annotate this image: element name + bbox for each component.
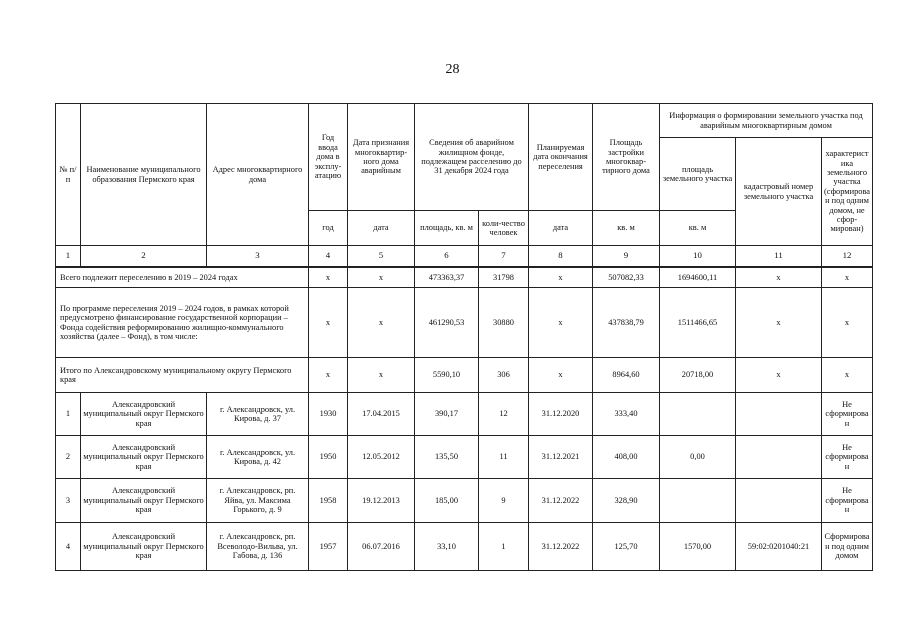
row-building-area: 328,90 <box>593 479 660 523</box>
summary-cell: x <box>529 358 593 393</box>
table-row <box>56 479 873 523</box>
column-number: 7 <box>479 246 529 268</box>
summary-row-program <box>56 288 873 358</box>
row-end-date: 31.12.2022 <box>529 523 593 571</box>
header-emergency-fund: Сведения об аварийном жилищном фонде, подлежащем расселению до 31 декабря 2024 года <box>415 104 529 211</box>
row-year: 1958 <box>309 479 348 523</box>
row-end-date: 31.12.2021 <box>529 436 593 479</box>
summary-cell: x <box>822 288 873 358</box>
row-address: г. Александровск, ул. Кирова, д. 42 <box>207 436 309 479</box>
summary-cell: x <box>309 288 348 358</box>
table-row <box>56 393 873 436</box>
row-emergency-date: 12.05.2012 <box>348 436 415 479</box>
summary-cell: 1694600,11 <box>660 267 736 288</box>
column-number: 3 <box>207 246 309 268</box>
row-land-area: 1570,00 <box>660 523 736 571</box>
resettlement-table <box>55 103 873 571</box>
row-land-status: Сформирован под одним домом <box>822 523 873 571</box>
row-municipality: Александровский муниципальный округ Пермского края <box>81 436 207 479</box>
column-number: 12 <box>822 246 873 268</box>
row-municipality: Александровский муниципальный округ Пермского края <box>81 523 207 571</box>
unit-year: год <box>309 211 348 246</box>
summary-cell: x <box>529 288 593 358</box>
summary-cell: 461290,53 <box>415 288 479 358</box>
summary-cell: x <box>822 267 873 288</box>
row-land-status: Не сформирован <box>822 393 873 436</box>
column-number: 1 <box>56 246 81 268</box>
header-row-top <box>56 104 873 138</box>
summary-label: Итого по Александровскому муниципальному округу Пермского края <box>56 358 309 393</box>
summary-cell: x <box>736 358 822 393</box>
summary-cell: x <box>736 267 822 288</box>
header-cadastral: кадастровый номер земельного участка <box>736 138 822 246</box>
summary-row-total <box>56 267 873 288</box>
column-number: 11 <box>736 246 822 268</box>
summary-label: Всего подлежит переселению в 2019 – 2024 годах <box>56 267 309 288</box>
row-people: 11 <box>479 436 529 479</box>
row-building-area: 408,00 <box>593 436 660 479</box>
summary-cell: x <box>348 288 415 358</box>
unit-date: дата <box>348 211 415 246</box>
header-address: Адрес многоквартирного дома <box>207 104 309 246</box>
header-year: Год ввода дома в эксплу-атацию <box>309 104 348 211</box>
header-land-info: Информация о формировании земельного участка под аварийным многоквартирным домом <box>660 104 873 138</box>
row-end-date: 31.12.2022 <box>529 479 593 523</box>
summary-cell: x <box>348 358 415 393</box>
header-municipality: Наименование муниципального образования Пермского края <box>81 104 207 246</box>
header-end-date: Планируемая дата окончания переселения <box>529 104 593 211</box>
unit-land-area: кв. м <box>660 211 736 246</box>
summary-label: По программе переселения 2019 – 2024 годов, в рамках которой предусмотрено финансирование государственной корпорации – Фонда содействия реформированию жилищно-коммунального хозяйства (далее – Фонд), в том числе: <box>56 288 309 358</box>
unit-people: коли-чество человек <box>479 211 529 246</box>
row-cadastral <box>736 436 822 479</box>
row-number: 1 <box>56 393 81 436</box>
row-building-area: 333,40 <box>593 393 660 436</box>
row-land-status: Не сформирован <box>822 479 873 523</box>
column-number: 4 <box>309 246 348 268</box>
row-address: г. Александровск, ул. Кирова, д. 37 <box>207 393 309 436</box>
header-land-area: площадь земельного участка <box>660 138 736 211</box>
summary-cell: 31798 <box>479 267 529 288</box>
summary-cell: x <box>309 267 348 288</box>
row-land-area <box>660 479 736 523</box>
column-number: 5 <box>348 246 415 268</box>
unit-building-area: кв. м <box>593 211 660 246</box>
row-area: 33,10 <box>415 523 479 571</box>
row-people: 1 <box>479 523 529 571</box>
row-number: 4 <box>56 523 81 571</box>
column-number: 9 <box>593 246 660 268</box>
row-emergency-date: 06.07.2016 <box>348 523 415 571</box>
row-emergency-date: 17.04.2015 <box>348 393 415 436</box>
column-number: 10 <box>660 246 736 268</box>
row-people: 9 <box>479 479 529 523</box>
row-emergency-date: 19.12.2013 <box>348 479 415 523</box>
row-area: 135,50 <box>415 436 479 479</box>
header-building-area: Площадь застройки многоквар-тирного дома <box>593 104 660 211</box>
row-land-area <box>660 393 736 436</box>
row-year: 1950 <box>309 436 348 479</box>
row-cadastral <box>736 479 822 523</box>
summary-cell: x <box>736 288 822 358</box>
row-municipality: Александровский муниципальный округ Пермского края <box>81 393 207 436</box>
row-number: 2 <box>56 436 81 479</box>
summary-cell: 20718,00 <box>660 358 736 393</box>
unit-area: площадь, кв. м <box>415 211 479 246</box>
column-number: 6 <box>415 246 479 268</box>
summary-cell: x <box>309 358 348 393</box>
summary-cell: x <box>348 267 415 288</box>
column-number-row <box>56 246 873 268</box>
summary-cell: 473363,37 <box>415 267 479 288</box>
summary-cell: x <box>822 358 873 393</box>
row-end-date: 31.12.2020 <box>529 393 593 436</box>
row-land-area: 0,00 <box>660 436 736 479</box>
summary-cell: 1511466,65 <box>660 288 736 358</box>
column-number: 8 <box>529 246 593 268</box>
summary-row-district <box>56 358 873 393</box>
row-number: 3 <box>56 479 81 523</box>
row-year: 1930 <box>309 393 348 436</box>
column-number: 2 <box>81 246 207 268</box>
summary-cell: 507082,33 <box>593 267 660 288</box>
summary-cell: 8964,60 <box>593 358 660 393</box>
table-row <box>56 436 873 479</box>
row-cadastral: 59:02:0201040:21 <box>736 523 822 571</box>
row-year: 1957 <box>309 523 348 571</box>
row-land-status: Не сформирован <box>822 436 873 479</box>
row-building-area: 125,70 <box>593 523 660 571</box>
summary-cell: 437838,79 <box>593 288 660 358</box>
table-row <box>56 523 873 571</box>
page-number: 28 <box>445 62 460 77</box>
row-cadastral <box>736 393 822 436</box>
row-address: г. Александровск, рп. Всеволодо-Вильва, ул. Габова, д. 136 <box>207 523 309 571</box>
row-people: 12 <box>479 393 529 436</box>
header-number: № п/п <box>56 104 81 246</box>
row-municipality: Александровский муниципальный округ Пермского края <box>81 479 207 523</box>
header-land-status: характеристика земельного участка (сформирован под одним домом, не сфор-мирован) <box>822 138 873 246</box>
summary-cell: 30880 <box>479 288 529 358</box>
row-area: 185,00 <box>415 479 479 523</box>
header-emergency-date: Дата признания многоквартир-ного дома аварийным <box>348 104 415 211</box>
unit-end-date: дата <box>529 211 593 246</box>
summary-cell: 5590,10 <box>415 358 479 393</box>
row-address: г. Александровск, рп. Яйва, ул. Максима Горького, д. 9 <box>207 479 309 523</box>
summary-cell: 306 <box>479 358 529 393</box>
summary-cell: x <box>529 267 593 288</box>
row-area: 390,17 <box>415 393 479 436</box>
